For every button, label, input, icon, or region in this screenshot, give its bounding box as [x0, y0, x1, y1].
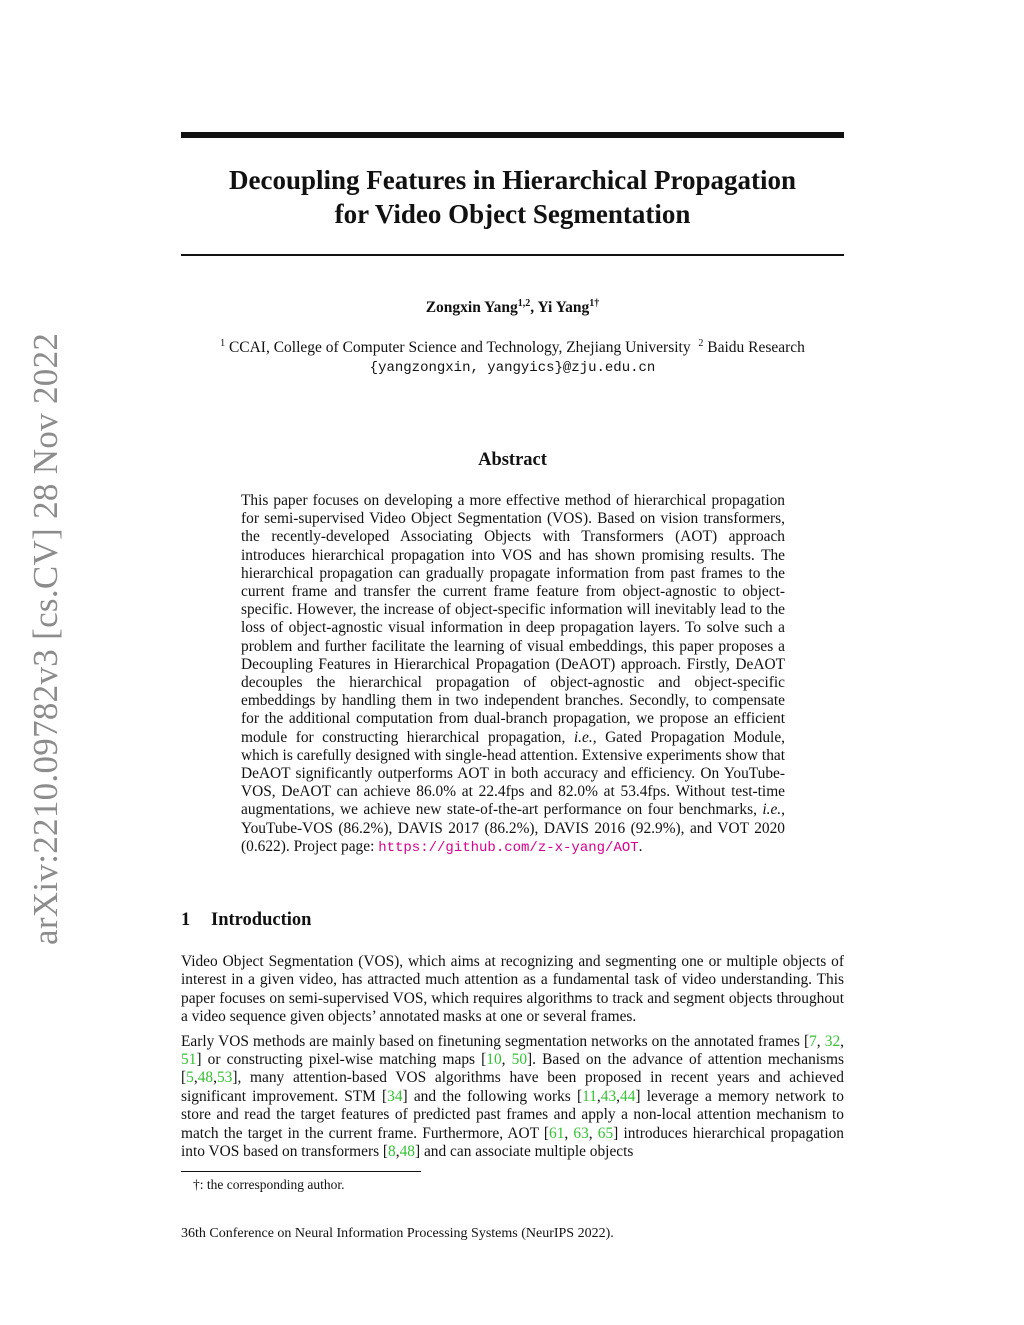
footnote-corresponding-author: †: the corresponding author. — [193, 1177, 345, 1192]
affiliation-2: Baidu Research — [707, 339, 805, 356]
paragraph-text: ] and the following works [ — [402, 1087, 583, 1105]
citation-link[interactable]: 61 — [549, 1124, 565, 1142]
citation-link[interactable]: 65 — [597, 1124, 614, 1142]
citation-link[interactable]: 32 — [824, 1032, 841, 1050]
paper-title — [181, 163, 844, 231]
affiliation-mark: 1 — [220, 338, 226, 349]
citation-link[interactable]: 8 — [388, 1143, 396, 1161]
abstract-heading: Abstract — [478, 450, 547, 470]
paragraph-text: Early VOS methods are mainly based on finetuning segmentation networks on the annotated frames [ — [181, 1032, 810, 1050]
author-affiliation-mark: 1,2 — [517, 298, 531, 309]
author-email: {yangzongxin, yangyics}@zju.edu.cn — [369, 360, 656, 376]
paragraph-text: ] and can associate multiple objects — [414, 1143, 634, 1161]
author-affiliation-mark: 1† — [589, 298, 600, 309]
project-page-link[interactable]: https://github.com/z-x-yang/AOT — [378, 839, 639, 856]
intro-paragraph-1: Video Object Segmentation (VOS), which aims at recognizing and segmenting one or multiple objects of interest in a given video, has attracted much attention as a fundamental task of video understanding. This paper focuses on semi-supervised VOS, which requires algorithms to track and segment objects throughout a video sequence given objects’ annotated masks at one or several frames. — [181, 953, 844, 1026]
citation-link[interactable]: 44 — [620, 1087, 636, 1105]
author-name: Yi Yang — [537, 299, 590, 316]
abstract-text: , Gated Propagation Module, which is carefully designed with single-head attention. Extensive experiments show that DeAOT significantly outperforms AOT in both accuracy and efficiency. On YouTube-VOS, DeAOT can achieve 86.0% at 22.4fps and 82.0% at 53.4fps. Without test-time augmentations, we achieve new state-of-the-art performance on four benchmarks, — [241, 728, 785, 819]
abstract-body — [241, 492, 785, 857]
section-heading-introduction — [181, 910, 844, 931]
affiliation-1: CCAI, College of Computer Science and Technology, Zhejiang University — [228, 339, 691, 356]
title-line-1: Decoupling Features in Hierarchical Propagation — [229, 165, 796, 195]
author-list: Zongxin Yang$^{1,2}$, Yi Yang$^{1\dagger}$ — [425, 298, 600, 316]
title-top-rule — [181, 132, 844, 138]
citation-link[interactable]: 34 — [387, 1087, 403, 1105]
abstract-ie: i.e. — [762, 801, 782, 819]
section-title: Introduction — [211, 910, 312, 930]
citation-link[interactable]: 10 — [486, 1051, 502, 1069]
affiliation-mark: 2 — [698, 338, 704, 349]
citation-link[interactable]: 50 — [511, 1051, 528, 1069]
abstract-ie: i.e. — [573, 728, 593, 746]
paragraph-text: ], many attention-based VOS algorithms have been proposed in recent years and achieved significant improvement. STM [ — [181, 1069, 844, 1105]
citation-link[interactable]: 63 — [573, 1124, 589, 1142]
citation-link[interactable]: 48 — [197, 1069, 214, 1087]
paragraph-text: ] leverage a memory network to store and read the target features of predicted past frames and apply a non-local attention mechanism to match the target in the current frame. Furthermore, AOT [ — [181, 1087, 844, 1142]
paragraph-text: ] or constructing pixel-wise matching maps [ — [196, 1051, 487, 1069]
abstract-text: , YouTube-VOS (86.2%), DAVIS 2017 (86.2%), DAVIS 2016 (92.9%), and VOT 2020 (0.622). Project page: — [241, 801, 785, 855]
footnote-rule — [181, 1171, 421, 1172]
citation-link[interactable]: 51 — [181, 1051, 197, 1069]
introduction-body — [181, 953, 844, 1167]
arxiv-identifier-stamp: arXiv:2210.09782v3 [cs.CV] 28 Nov 2022 — [26, 332, 65, 945]
conference-venue: 36th Conference on Neural Information Processing Systems (NeurIPS 2022). — [181, 1226, 614, 1241]
paragraph-text: ] introduces hierarchical propagation into VOS based on transformers [ — [181, 1124, 844, 1161]
section-number: 1 — [181, 910, 191, 930]
abstract-text: This paper focuses on developing a more effective method of hierarchical propagation for semi-supervised Video Object Segmentation (VOS). Based on vision transformers, the recently-developed Associating Objects with Transformers (AOT) approach introduces hierarchical propagation into VOS and has shown promising results. The hierarchical propagation can gradually propagate information from past frames to the current frame and transfer the current frame feature from object-agnostic to object-specific. However, the increase of object-specific information will inevitably lead to the loss of object-agnostic visual information in deep propagation layers. To solve such a problem and further facilitate the learning of visual embeddings, this paper proposes a Decoupling Features in Hierarchical Propagation (DeAOT) approach. Firstly, DeAOT decouples the hierarchical propagation of object-agnostic and object-specific embeddings by handling them in two independent branches. Secondly, to compensate for the additional computation from dual-branch propagation, we propose an efficient module for constructing hierarchical propagation, — [241, 492, 785, 746]
title-bottom-rule — [181, 254, 844, 256]
citation-link[interactable]: 48 — [399, 1143, 415, 1161]
affiliations — [181, 338, 844, 378]
citation-link[interactable]: 43 — [600, 1087, 617, 1105]
abstract-period: . — [638, 837, 643, 855]
author-name: Zongxin Yang — [425, 299, 518, 316]
paragraph-text: ]. Based on the advance of attention mechanisms [ — [181, 1051, 844, 1087]
title-line-2: for Video Object Segmentation — [334, 199, 691, 229]
citation-link[interactable]: 11 — [582, 1087, 597, 1105]
citation-link[interactable]: 7 — [809, 1032, 817, 1050]
citation-link[interactable]: 53 — [216, 1069, 233, 1087]
citation-link[interactable]: 5 — [186, 1069, 194, 1087]
intro-paragraph-2: Early VOS methods are mainly based on finetuning segmentation networks on the annotated frames [7, 32, 51] or constructing pixel-wise matching maps [10, 50]. Based on the advance of attention mechanisms [5,48,53], many attention-based VOS algorithms have been proposed in recent years and achieved significant improvement. STM [34] and the following works [11,43,44] leverage a memory network to store and read the target features of predicted past frames and apply a non-local attention mechanism to match the target in the current frame. Furthermore, AOT [61, 63, 65] introduces hierarchical propagation into VOS based on transformers [8,48] and can associate multiple objects — [181, 1032, 844, 1161]
